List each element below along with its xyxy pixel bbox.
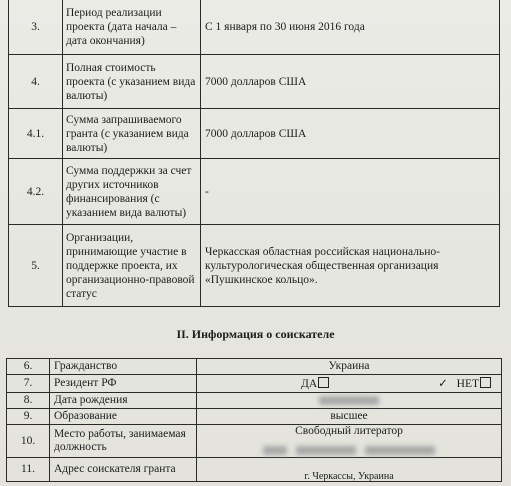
row-value: С 1 января по 30 июня 2016 года: [201, 0, 500, 55]
applicant-info-table: [6, 358, 502, 482]
education-value: высшее: [197, 409, 502, 425]
workplace-value: [197, 425, 502, 458]
row-number: 4.: [9, 55, 63, 109]
no-checkbox[interactable]: [480, 377, 491, 388]
yes-option: [301, 377, 329, 391]
table-row: [9, 225, 500, 307]
row-label: Сумма поддержки за счет других источников финансирования (с указанием вида валюты): [63, 159, 201, 225]
check-mark: ✓: [438, 377, 448, 390]
row-label: Сумма запрашиваемого гранта (с указанием вида валюты): [63, 109, 201, 159]
yes-label: ДА: [301, 377, 318, 390]
table-row: [7, 409, 502, 425]
row-label: Место работы, занимаемая должность: [50, 425, 197, 458]
section-title: II. Информация о соискателе: [176, 327, 335, 341]
citizenship-value: Украина: [197, 359, 502, 375]
row-label: Адрес соискателя гранта: [50, 458, 197, 482]
yes-checkbox[interactable]: [318, 377, 329, 388]
row-number: 11.: [7, 458, 50, 482]
project-info-table: [8, 0, 500, 307]
table-row: [7, 393, 502, 409]
row-number: 5.: [9, 225, 63, 307]
no-label: НЕТ: [456, 377, 479, 390]
table-row: [7, 425, 502, 458]
row-value: 7000 долларов США: [201, 55, 500, 109]
row-number: 4.1.: [9, 109, 63, 159]
row-number: 9.: [7, 409, 50, 425]
row-number: 10.: [7, 425, 50, 458]
row-label: Образование: [50, 409, 197, 425]
row-number: 4.2.: [9, 159, 63, 225]
table-row: [9, 159, 500, 225]
row-label: Полная стоимость проекта (с указанием вида валюты): [63, 55, 201, 109]
table-row: [9, 109, 500, 159]
resident-choice: [197, 375, 502, 393]
row-number: 8.: [7, 393, 50, 409]
row-number: 6.: [7, 359, 50, 375]
address-value: [197, 458, 502, 482]
birthdate-value: [197, 393, 502, 409]
row-number: 7.: [7, 375, 50, 393]
table-row: [9, 55, 500, 109]
row-label: Организации, принимающие участие в поддержке проекта, их организационно-правовой статус: [63, 225, 201, 307]
row-label: Период реализации проекта (дата начала – дата окончания): [63, 0, 201, 55]
row-label: Резидент РФ: [50, 375, 197, 393]
table-row: [9, 0, 500, 55]
table-row: [7, 458, 502, 482]
row-label: Дата рождения: [50, 393, 197, 409]
row-number: 3.: [9, 0, 63, 55]
redacted-position: [201, 444, 497, 457]
address-text: г. Черкассы, Украина: [304, 471, 394, 482]
row-value: Черкасская областная российская национально-культурологическая общественная организация «Пушкинское кольцо».: [201, 225, 500, 307]
no-option: [438, 377, 491, 391]
row-value: 7000 долларов США: [201, 109, 500, 159]
table-row: [7, 359, 502, 375]
row-value: -: [201, 159, 500, 225]
table-row: [7, 375, 502, 393]
redacted-birthdate: [319, 396, 379, 405]
workplace-text: Свободный литератор: [295, 425, 403, 437]
row-label: Гражданство: [50, 359, 197, 375]
